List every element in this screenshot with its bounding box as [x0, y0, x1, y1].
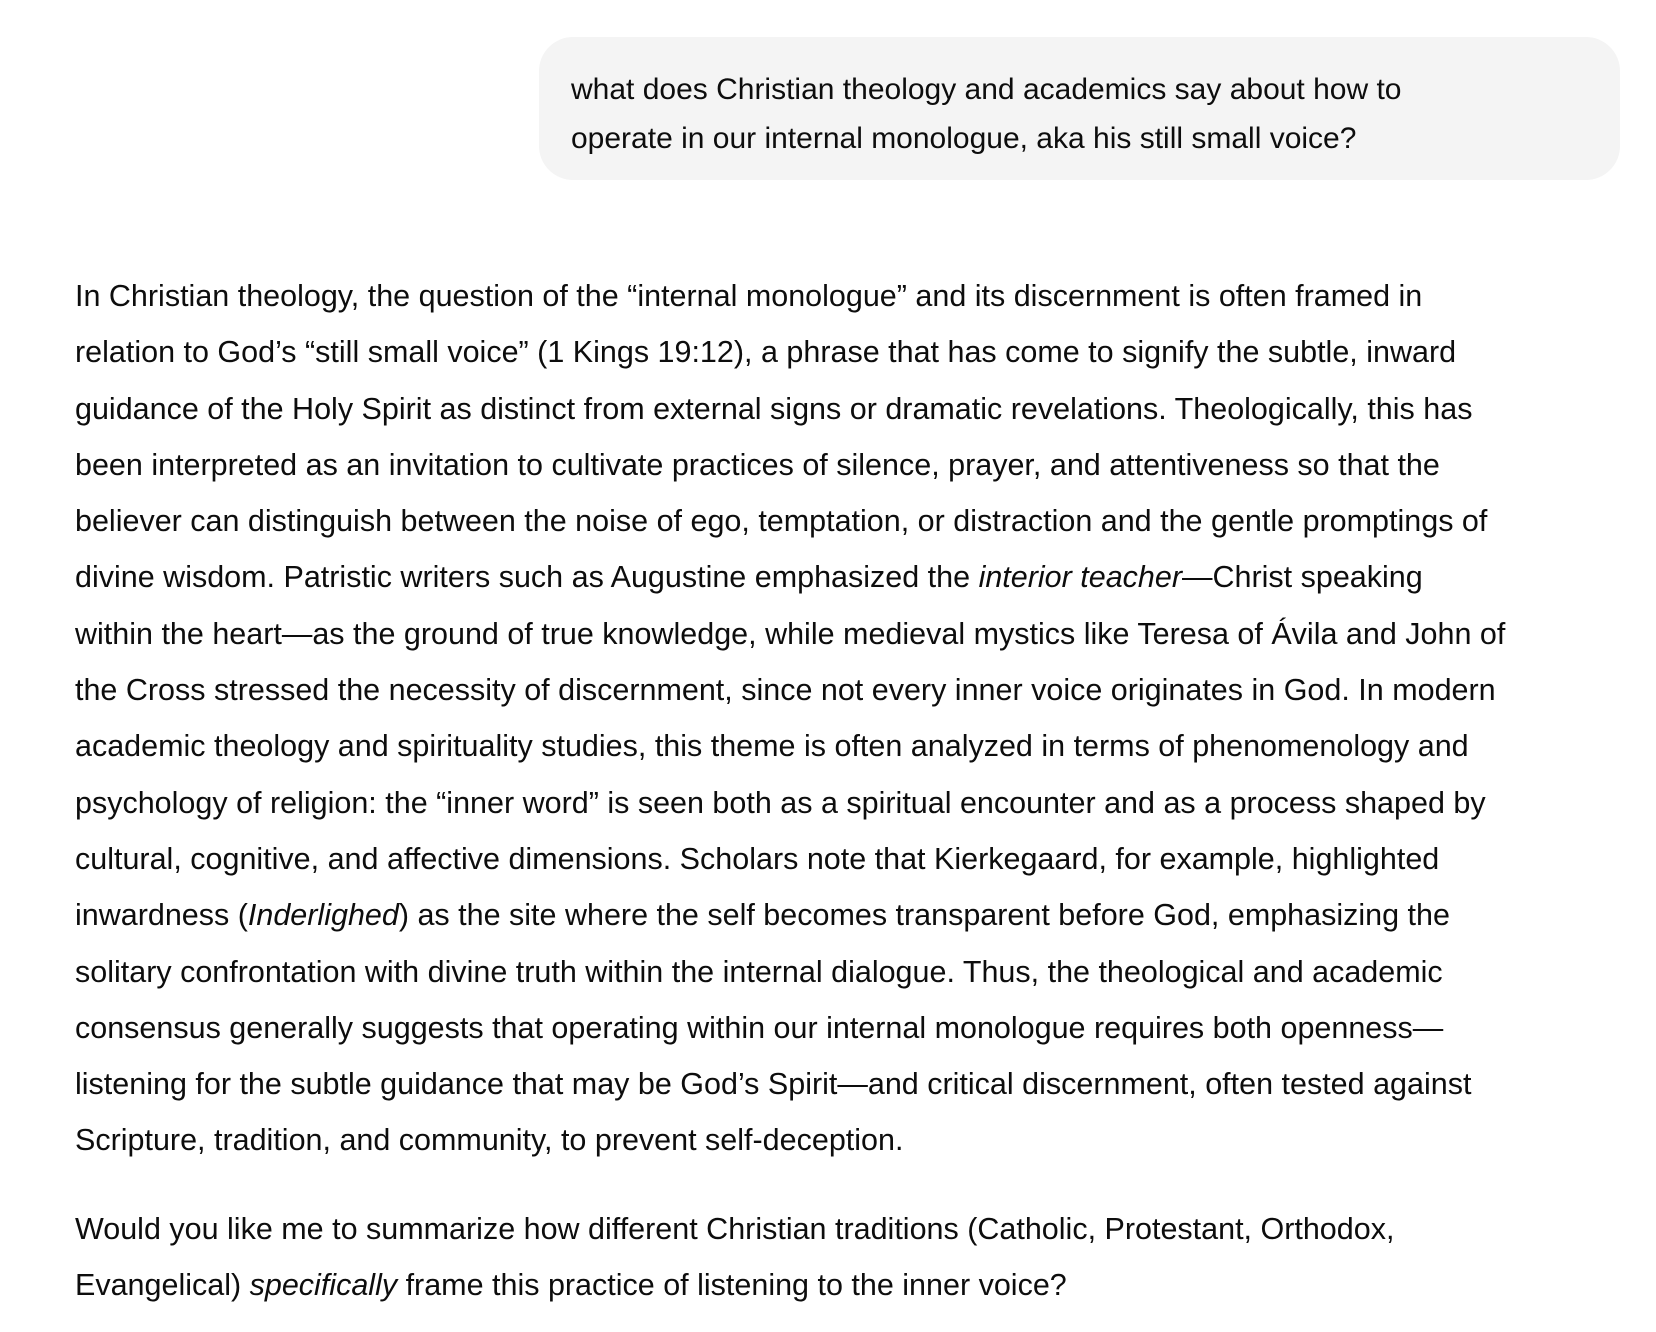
text-line: psychology of religion: the “inner word” is seen both as a spiritual encounter and as a process shaped by [75, 785, 1486, 820]
assistant-message [75, 268, 1635, 1313]
text-line [75, 1257, 1635, 1313]
text-line: consensus generally suggests that operating within our internal monologue requires both openness— [75, 1010, 1444, 1045]
text-segment: —Christ speaking [1182, 560, 1423, 595]
user-message-bubble [539, 37, 1620, 180]
text-line: academic theology and spirituality studies, this theme is often analyzed in terms of phenomenology and [75, 729, 1469, 764]
italic-term-inderlighed: Inderlighed [247, 898, 399, 933]
assistant-paragraph-2 [75, 1201, 1635, 1314]
text-line: Would you like me to summarize how different Christian traditions (Catholic, Protestant, Orthodox, [75, 1211, 1395, 1246]
text-line [75, 887, 1635, 943]
italic-word-specifically: specifically [249, 1268, 398, 1303]
text-line: guidance of the Holy Spirit as distinct from external signs or dramatic revelations. Theologically, this has [75, 391, 1473, 426]
user-message-line: operate in our internal monologue, aka his still small voice? [571, 122, 1357, 155]
text-line: In Christian theology, the question of the “internal monologue” and its discernment is often framed in [75, 279, 1423, 313]
text-segment: divine wisdom. Patristic writers such as Augustine emphasized the [75, 560, 979, 595]
text-line: listening for the subtle guidance that may be God’s Spirit—and critical discernment, often tested against [75, 1067, 1472, 1102]
text-line: cultural, cognitive, and affective dimensions. Scholars note that Kierkegaard, for example, highlighted [75, 841, 1440, 876]
assistant-paragraph-1 [75, 268, 1635, 1169]
text-line: believer can distinguish between the noise of ego, temptation, or distraction and the gentle promptings of [75, 504, 1488, 539]
text-line: within the heart—as the ground of true knowledge, while medieval mystics like Teresa of Ávila and John of [75, 616, 1506, 651]
text-segment: frame this practice of listening to the inner voice? [397, 1268, 1067, 1303]
text-segment: inwardness ( [75, 898, 248, 933]
text-line: Scripture, tradition, and community, to prevent self-deception. [75, 1123, 904, 1158]
text-segment: Evangelical) [75, 1268, 250, 1303]
text-line: solitary confrontation with divine truth within the internal dialogue. Thus, the theological and academic [75, 954, 1443, 989]
italic-term-interior-teacher: interior teacher [978, 560, 1182, 595]
text-line: the Cross stressed the necessity of discernment, since not every inner voice originates in God. In modern [75, 673, 1496, 708]
text-segment: ) as the site where the self becomes transparent before God, emphasizing the [398, 898, 1450, 933]
user-message-line: what does Christian theology and academics say about how to [571, 73, 1402, 106]
text-line [75, 549, 1635, 605]
text-line: relation to God’s “still small voice” (1 Kings 19:12), a phrase that has come to signify the subtle, inward [75, 335, 1457, 370]
text-line: been interpreted as an invitation to cultivate practices of silence, prayer, and attentiveness so that the [75, 447, 1440, 482]
